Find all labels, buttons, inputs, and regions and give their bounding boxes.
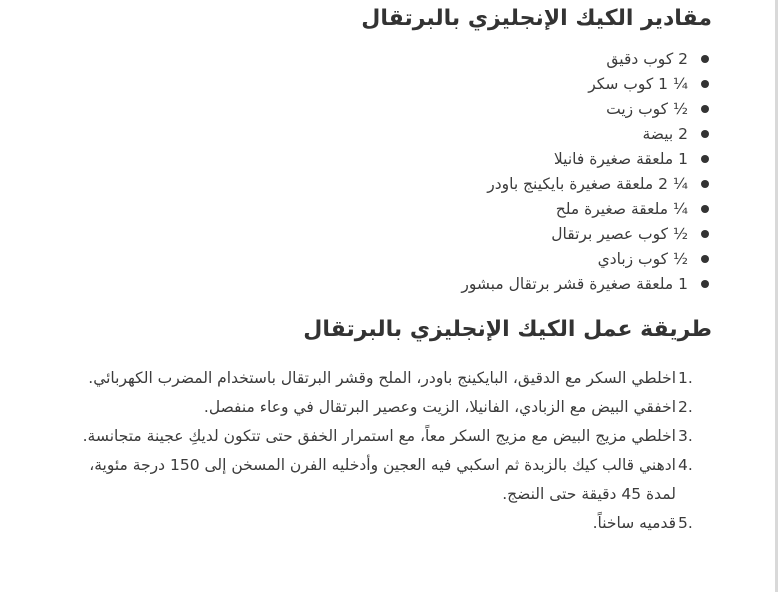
bullet-icon xyxy=(701,55,709,63)
bullet-icon xyxy=(701,280,709,288)
step-number: 1. xyxy=(678,369,693,387)
step-item xyxy=(76,422,693,451)
ingredient-item: ¼ 1 كوب سكر xyxy=(0,72,688,97)
bullet-icon xyxy=(701,230,709,238)
bullet-icon xyxy=(701,155,709,163)
ingredients-heading: مقادير الكيك الإنجليزي بالبرتقال xyxy=(361,6,712,31)
ingredient-item: ¼ ملعقة صغيرة ملح xyxy=(0,197,688,222)
step-text: اخلطي السكر مع الدقيق، البايكينج باودر، الملح وقشر البرتقال باستخدام المضرب الكهربائي. xyxy=(88,369,676,387)
step-item xyxy=(76,509,693,538)
method-steps-list xyxy=(0,364,760,538)
method-heading: طريقة عمل الكيك الإنجليزي بالبرتقال xyxy=(303,317,712,342)
step-item xyxy=(76,451,693,509)
step-item xyxy=(76,393,693,422)
step-number: 3. xyxy=(678,427,693,445)
ingredient-item: 1 ملعقة صغيرة فانيلا xyxy=(0,147,688,172)
bullet-icon xyxy=(701,255,709,263)
bullet-icon xyxy=(701,80,709,88)
ingredient-item: ½ كوب عصير برتقال xyxy=(0,222,688,247)
bullet-icon xyxy=(701,105,709,113)
step-text: قدميه ساخناً. xyxy=(592,514,676,532)
step-item xyxy=(76,364,693,393)
ingredient-item: ½ كوب زيت xyxy=(0,97,688,122)
bullet-icon xyxy=(701,205,709,213)
step-number: 2. xyxy=(678,398,693,416)
step-text: اخلطي مزيج البيض مع مزيج السكر معاً، مع استمرار الخفق حتى تتكون لديكِ عجينة متجانسة. xyxy=(82,427,676,445)
step-text: ادهني قالب كيك بالزبدة ثم اسكبي فيه العجين وأدخليه الفرن المسخن إلى 150 درجة مئوية، لمدة 45 دقيقة حتى النضج. xyxy=(89,456,676,503)
ingredients-list xyxy=(0,47,760,297)
bullet-icon xyxy=(701,180,709,188)
ingredient-item: ½ كوب زبادي xyxy=(0,247,688,272)
ingredient-item: 1 ملعقة صغيرة قشر برتقال مبشور xyxy=(0,272,688,297)
step-text: اخفقي البيض مع الزبادي، الفانيلا، الزيت وعصير البرتقال في وعاء منفصل. xyxy=(203,398,676,416)
bullet-icon xyxy=(701,130,709,138)
step-number: 5. xyxy=(678,514,693,532)
ingredient-item: ¼ 2 ملعقة صغيرة بايكينج باودر xyxy=(0,172,688,197)
ingredient-item: 2 بيضة xyxy=(0,122,688,147)
step-number: 4. xyxy=(678,456,693,474)
ingredient-item: 2 كوب دقيق xyxy=(0,47,688,72)
